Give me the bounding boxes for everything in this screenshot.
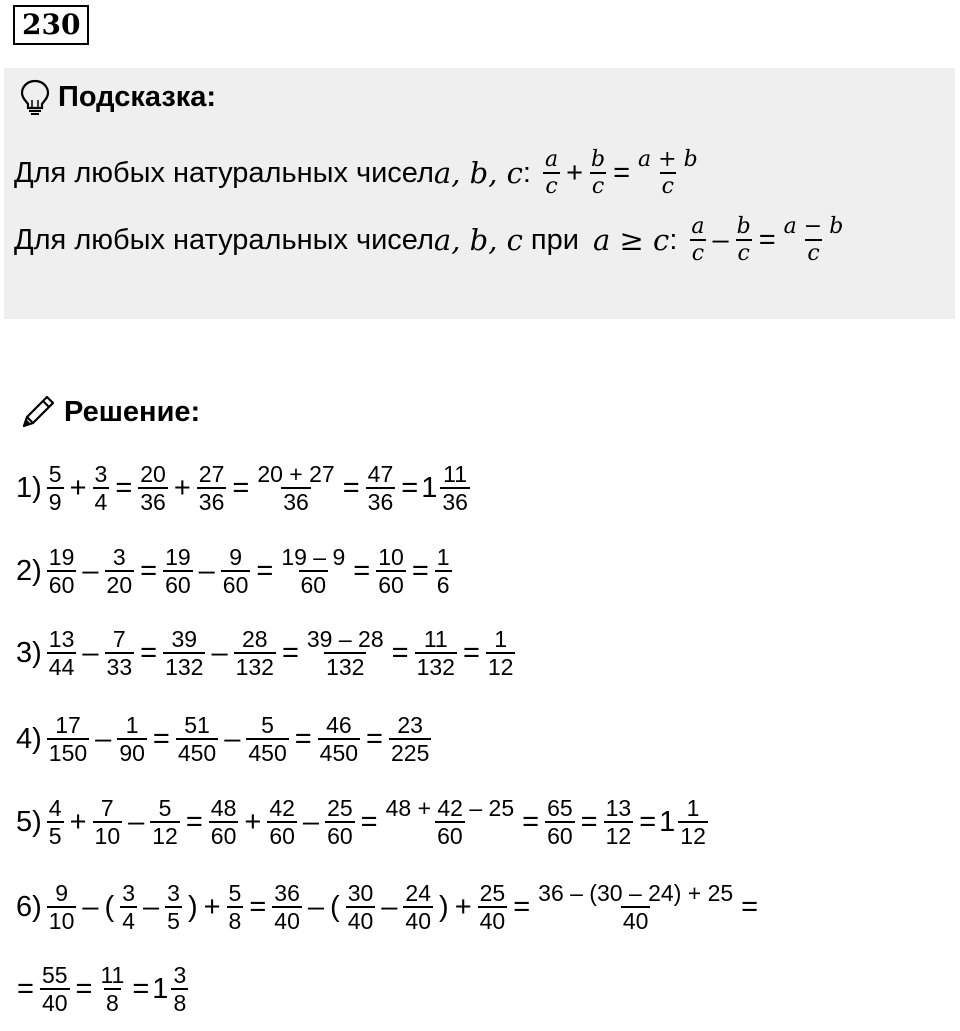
- equals-sign: =: [462, 636, 480, 669]
- fraction: $\frac{11}{132}$: [416, 626, 455, 681]
- hint-line-subtraction: [14, 215, 848, 265]
- equals-sign: =: [115, 471, 133, 504]
- minus-sign: –: [82, 554, 99, 587]
- fraction: $\frac{5}{450}$: [248, 712, 287, 767]
- pencil-icon: [18, 392, 58, 432]
- hint-heading: [18, 78, 216, 116]
- minus-sign: –: [128, 805, 145, 838]
- fraction: $\frac{19}{60}$: [48, 544, 75, 599]
- fraction: $\frac{42}{60}$: [269, 795, 295, 850]
- minus-sign: –: [712, 223, 729, 256]
- step-label: 4): [16, 722, 42, 755]
- fraction: $\frac{5}{12}$: [152, 795, 178, 850]
- equals-sign: =: [140, 554, 158, 587]
- mixed-number: 1 $\frac{11}{36}$: [421, 461, 468, 516]
- fraction: $\frac{a + b}{c}$: [638, 147, 698, 200]
- equals-sign: =: [522, 805, 540, 838]
- minus-sign: –: [198, 554, 215, 587]
- fraction: $\frac{65}{60}$: [547, 795, 573, 850]
- right-paren: ): [439, 890, 449, 923]
- equals-sign: =: [75, 972, 93, 1005]
- fraction: $\frac{51}{450}$: [177, 712, 217, 767]
- minus-sign: –: [211, 636, 228, 669]
- equals-sign: =: [353, 554, 371, 587]
- fraction: $\frac{19}{60}$: [165, 544, 191, 599]
- plus-sign: +: [454, 890, 472, 923]
- fraction: $\frac{30}{40}$: [347, 880, 374, 935]
- solution-step-5: [14, 796, 711, 848]
- equals-sign: =: [613, 156, 631, 189]
- problem-number: 230: [13, 5, 89, 45]
- solution-step-3: [14, 627, 518, 679]
- equals-sign: =: [360, 805, 378, 838]
- fraction: $\frac{48 + 42 - 25}{60}$: [385, 795, 515, 850]
- plus-sign: +: [173, 471, 191, 504]
- fraction: $\frac{47}{36}$: [367, 461, 394, 516]
- minus-sign: –: [224, 722, 241, 755]
- minus-sign: –: [95, 722, 112, 755]
- solution-title: Решение:: [64, 395, 201, 428]
- minus-sign: –: [82, 890, 99, 923]
- fraction: $\frac{10}{60}$: [378, 544, 404, 599]
- equals-sign: =: [391, 636, 409, 669]
- fraction: $\frac{1}{90}$: [119, 712, 145, 767]
- fraction: $\frac{13}{44}$: [48, 626, 75, 681]
- fraction: $\frac{19 - 9}{60}$: [281, 544, 346, 599]
- solution-step-6-continued: [14, 963, 191, 1015]
- step-label: 6): [16, 890, 42, 923]
- equals-sign: =: [342, 471, 360, 504]
- equals-sign: =: [758, 223, 776, 256]
- fraction: $\frac{39 - 28}{132}$: [306, 626, 384, 681]
- fraction: $\frac{3}{5}$: [167, 880, 180, 935]
- plus-sign: +: [244, 805, 262, 838]
- equals-sign: =: [140, 636, 158, 669]
- equals-sign: =: [639, 805, 657, 838]
- step-label: 3): [16, 636, 42, 669]
- plus-sign: +: [203, 890, 221, 923]
- fraction: $\frac{17}{150}$: [48, 712, 88, 767]
- fraction: $\frac{3}{4}$: [122, 880, 135, 935]
- colon: :: [669, 223, 678, 256]
- equals-sign: =: [232, 471, 250, 504]
- fraction: $\frac{20 + 27}{36}$: [257, 461, 335, 516]
- fraction: $\frac{b}{c}$: [591, 147, 606, 200]
- fraction: $\frac{7}{33}$: [106, 626, 133, 681]
- solution-step-4: [14, 713, 434, 765]
- lightbulb-icon: [18, 78, 52, 116]
- fraction: $\frac{9}{10}$: [48, 880, 75, 935]
- minus-sign: –: [381, 890, 398, 923]
- fraction: $\frac{25}{60}$: [327, 795, 353, 850]
- fraction: $\frac{23}{225}$: [390, 712, 430, 767]
- plus-sign: +: [69, 805, 87, 838]
- solution-step-1: [14, 462, 473, 514]
- left-paren: (: [104, 890, 115, 923]
- fraction: $\frac{7}{10}$: [94, 795, 121, 850]
- fraction: $\frac{28}{132}$: [235, 626, 274, 681]
- solution-step-6: [14, 881, 761, 933]
- solution-step-2: [14, 545, 455, 597]
- minus-sign: –: [143, 890, 160, 923]
- fraction: $\frac{24}{40}$: [405, 880, 432, 935]
- hint-line-addition: [14, 148, 703, 198]
- fraction: $\frac{1}{12}$: [487, 626, 514, 681]
- solution-heading: [18, 392, 200, 432]
- equals-sign: =: [185, 805, 203, 838]
- fraction: $\frac{3}{20}$: [106, 544, 133, 599]
- fraction: $\frac{b}{c}$: [736, 214, 751, 267]
- hint-vars: a, b, c: [433, 223, 523, 258]
- fraction: $\frac{48}{60}$: [210, 795, 237, 850]
- fraction: $\frac{5}{9}$: [48, 461, 62, 516]
- hint-when: при: [522, 223, 588, 256]
- fraction: $\frac{a}{c}$: [544, 147, 559, 200]
- fraction: $\frac{a}{c}$: [691, 214, 705, 267]
- fraction: $\frac{4}{5}$: [48, 795, 62, 850]
- fraction: $\frac{1}{6}$: [436, 544, 450, 599]
- step-label: 5): [16, 805, 42, 838]
- hint-line-text: Для любых натуральных чисел: [14, 156, 434, 189]
- hint-line-text: Для любых натуральных чисел: [14, 223, 434, 256]
- plus-sign: +: [566, 156, 583, 189]
- equals-sign: =: [741, 890, 759, 923]
- colon: :: [522, 156, 531, 189]
- equals-sign: =: [132, 972, 150, 1005]
- fraction: $\frac{36}{40}$: [274, 880, 300, 935]
- equals-sign: =: [580, 805, 598, 838]
- equals-sign: =: [152, 722, 170, 755]
- hint-condition: a ≥ c: [593, 223, 670, 258]
- fraction: $\frac{20}{36}$: [140, 461, 166, 516]
- hint-title: Подсказка:: [58, 80, 217, 113]
- equals-sign: =: [294, 722, 312, 755]
- equals-sign: =: [256, 554, 274, 587]
- equals-sign: =: [513, 890, 531, 923]
- left-paren: (: [330, 890, 340, 923]
- step-label: 2): [16, 554, 42, 587]
- fraction: $\frac{27}{36}$: [198, 461, 225, 516]
- fraction: $\frac{36 - (30 - 24) + 25}{40}$: [538, 880, 734, 935]
- fraction: $\frac{9}{60}$: [222, 544, 249, 599]
- equals-sign: =: [281, 636, 299, 669]
- fraction: $\frac{3}{4}$: [94, 461, 108, 516]
- fraction: $\frac{46}{450}$: [319, 712, 359, 767]
- fraction: $\frac{55}{40}$: [41, 962, 68, 1017]
- step-label: 1): [16, 471, 42, 504]
- minus-sign: –: [307, 890, 325, 923]
- minus-sign: –: [302, 805, 320, 838]
- hint-vars: a, b, c: [433, 156, 523, 191]
- fraction: $\frac{5}{8}$: [228, 880, 242, 935]
- minus-sign: –: [82, 636, 99, 669]
- equals-sign: =: [366, 722, 383, 755]
- equals-sign: =: [401, 471, 419, 504]
- fraction: $\frac{13}{12}$: [605, 795, 632, 850]
- equals-sign: =: [249, 890, 267, 923]
- equals-sign: =: [17, 972, 34, 1005]
- fraction: $\frac{11}{8}$: [100, 962, 125, 1017]
- equals-sign: =: [411, 554, 429, 587]
- mixed-number: 1 $\frac{1}{12}$: [659, 795, 706, 850]
- fraction: $\frac{25}{40}$: [479, 880, 506, 935]
- right-paren: ): [187, 890, 198, 923]
- fraction: $\frac{a - b}{c}$: [783, 214, 844, 267]
- mixed-number: 1 $\frac{3}{8}$: [152, 962, 187, 1017]
- plus-sign: +: [69, 471, 87, 504]
- fraction: $\frac{39}{132}$: [165, 626, 204, 681]
